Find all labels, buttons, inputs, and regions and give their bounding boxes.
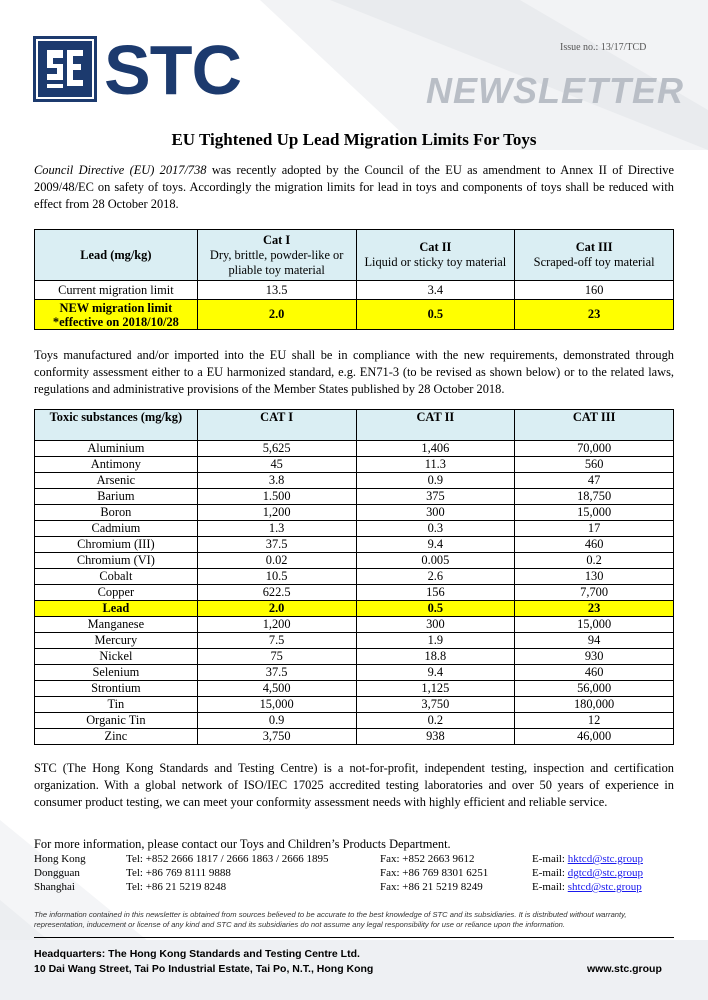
table-row-highlight bbox=[35, 300, 674, 330]
table-cell: 46,000 bbox=[515, 729, 674, 745]
table-cell: 3,750 bbox=[197, 729, 356, 745]
table-cell: 7.5 bbox=[197, 633, 356, 649]
contact-fax: Fax: +86 21 5219 8249 bbox=[380, 881, 483, 893]
headquarters-name: Headquarters: The Hong Kong Standards and Testing Centre Ltd. bbox=[34, 948, 360, 960]
table-cell: 13.5 bbox=[197, 281, 356, 300]
disclaimer: The information contained in this newsletter is obtained from sources believed to be accurate to the best knowledge of STC and its subsidiaries. It is distributed without warranty, representation, inducement or license of any kind and STC and its subsidiaries do not assume any legal responsibility for use or reliance upon the information. bbox=[34, 910, 627, 929]
table-cell: 622.5 bbox=[197, 585, 356, 601]
contact-city: Hong Kong bbox=[34, 853, 86, 865]
table-cell: 2.0 bbox=[197, 300, 356, 330]
table-row bbox=[35, 281, 674, 300]
substance-name: Mercury bbox=[35, 633, 198, 649]
table-row bbox=[35, 457, 674, 473]
substance-name: Strontium bbox=[35, 681, 198, 697]
table-cell: 180,000 bbox=[515, 697, 674, 713]
table-cell: 15,000 bbox=[515, 505, 674, 521]
email-link[interactable]: hktcd@stc.group bbox=[567, 853, 643, 865]
table-cell: 930 bbox=[515, 649, 674, 665]
table-cell: 1,125 bbox=[356, 681, 515, 697]
table-cell: 1,200 bbox=[197, 505, 356, 521]
table-row bbox=[35, 617, 674, 633]
table-cell: 1.500 bbox=[197, 489, 356, 505]
table-row bbox=[35, 521, 674, 537]
contact-intro: For more information, please contact our Toys and Children’s Products Department. bbox=[34, 837, 451, 851]
table-cell: 70,000 bbox=[515, 441, 674, 457]
header-cell: CAT III bbox=[515, 410, 674, 441]
header-cell: CAT I bbox=[197, 410, 356, 441]
table-cell: 0.9 bbox=[197, 713, 356, 729]
substance-name: Boron bbox=[35, 505, 198, 521]
table-cell: 37.5 bbox=[197, 665, 356, 681]
table-row bbox=[35, 553, 674, 569]
substance-name: Arsenic bbox=[35, 473, 198, 489]
email-link[interactable]: shtcd@stc.group bbox=[567, 881, 642, 893]
table-cell: 9.4 bbox=[356, 665, 515, 681]
substance-name: Zinc bbox=[35, 729, 198, 745]
contact-city: Dongguan bbox=[34, 867, 80, 879]
footer-divider bbox=[34, 937, 674, 938]
table-cell: 3.8 bbox=[197, 473, 356, 489]
table-cell: 300 bbox=[356, 505, 515, 521]
stc-logo-icon bbox=[33, 36, 97, 102]
table-cell: 4,500 bbox=[197, 681, 356, 697]
substance-name: Chromium (III) bbox=[35, 537, 198, 553]
table-cell: 18,750 bbox=[515, 489, 674, 505]
substance-name: Tin bbox=[35, 697, 198, 713]
table-cell: 460 bbox=[515, 665, 674, 681]
row-label: Current migration limit bbox=[35, 281, 198, 300]
lead-limits-table bbox=[34, 229, 674, 330]
substance-name: Aluminium bbox=[35, 441, 198, 457]
table-cell: 18.8 bbox=[356, 649, 515, 665]
header-cell-cat3: Cat III Scraped-off toy material bbox=[515, 230, 674, 281]
about-paragraph: STC (The Hong Kong Standards and Testing Centre) is a not-for-profit, independent testing, inspection and certification organization. With a global network of ISO/IEC 17025 accredited testing laboratories and over 50 years of experience in consumer product testing, we can meet your conformity assessment needs with highly efficient and reliable service. bbox=[34, 761, 674, 809]
table-row bbox=[35, 681, 674, 697]
table-cell: 37.5 bbox=[197, 537, 356, 553]
table-cell: 15,000 bbox=[515, 617, 674, 633]
table-row-highlight bbox=[35, 601, 674, 617]
table-cell: 0.5 bbox=[356, 300, 515, 330]
compliance-paragraph: Toys manufactured and/or imported into the EU shall be in compliance with the new requirements, demonstrated through conformity assessment either to a EU harmonized standard, e.g. EN71-3 (to be revised as shown below) or to the related laws, regulations and administrative provisions of the Member States published by 28 October 2018. bbox=[34, 348, 674, 396]
substance-name: Lead bbox=[35, 601, 198, 617]
row-label: NEW migration limit *effective on 2018/10/28 bbox=[35, 300, 198, 330]
contact-tel: Tel: +86 21 5219 8248 bbox=[126, 881, 227, 893]
table-cell: 300 bbox=[356, 617, 515, 633]
substance-name: Manganese bbox=[35, 617, 198, 633]
email-link[interactable]: dgtcd@stc.group bbox=[567, 867, 643, 879]
substance-name: Copper bbox=[35, 585, 198, 601]
substance-name: Chromium (VI) bbox=[35, 553, 198, 569]
table-cell: 1.3 bbox=[197, 521, 356, 537]
table-cell: 1,406 bbox=[356, 441, 515, 457]
substance-name: Cadmium bbox=[35, 521, 198, 537]
contact-fax: Fax: +86 769 8301 6251 bbox=[380, 867, 489, 879]
table-cell: 2.6 bbox=[356, 569, 515, 585]
table-cell: 1,200 bbox=[197, 617, 356, 633]
header-cell: Toxic substances (mg/kg) bbox=[35, 410, 198, 441]
table-cell: 0.5 bbox=[356, 601, 515, 617]
header-cell: CAT II bbox=[356, 410, 515, 441]
contact-email: E-mail: dgtcd@stc.group bbox=[532, 867, 643, 879]
header-cell-cat1: Cat I Dry, brittle, powder-like or pliable toy material bbox=[197, 230, 356, 281]
table-cell: 0.02 bbox=[197, 553, 356, 569]
table-header-row bbox=[35, 230, 674, 281]
table-cell: 160 bbox=[515, 281, 674, 300]
intro-paragraph bbox=[34, 162, 674, 213]
table-cell: 0.2 bbox=[515, 553, 674, 569]
table-cell: 156 bbox=[356, 585, 515, 601]
table-cell: 9.4 bbox=[356, 537, 515, 553]
table-cell: 0.3 bbox=[356, 521, 515, 537]
table-cell: 47 bbox=[515, 473, 674, 489]
table-header-row bbox=[35, 410, 674, 441]
article-title: EU Tightened Up Lead Migration Limits For Toys bbox=[171, 130, 537, 149]
table-cell: 12 bbox=[515, 713, 674, 729]
stc-logo-text: STC bbox=[104, 31, 241, 109]
table-row bbox=[35, 633, 674, 649]
table-cell: 75 bbox=[197, 649, 356, 665]
table-row bbox=[35, 585, 674, 601]
table-cell: 2.0 bbox=[197, 601, 356, 617]
table-cell: 11.3 bbox=[356, 457, 515, 473]
table-row bbox=[35, 537, 674, 553]
contact-email: E-mail: hktcd@stc.group bbox=[532, 853, 643, 865]
substance-name: Barium bbox=[35, 489, 198, 505]
header-cell: Lead (mg/kg) bbox=[35, 230, 198, 281]
table-cell: 130 bbox=[515, 569, 674, 585]
table-cell: 23 bbox=[515, 300, 674, 330]
contact-email: E-mail: shtcd@stc.group bbox=[532, 881, 642, 893]
table-row bbox=[35, 697, 674, 713]
table-cell: 7,700 bbox=[515, 585, 674, 601]
table-row bbox=[35, 441, 674, 457]
contact-fax: Fax: +852 2663 9612 bbox=[380, 853, 475, 865]
substance-name: Nickel bbox=[35, 649, 198, 665]
table-cell: 3,750 bbox=[356, 697, 515, 713]
table-row bbox=[35, 729, 674, 745]
table-cell: 0.2 bbox=[356, 713, 515, 729]
table-cell: 17 bbox=[515, 521, 674, 537]
table-cell: 94 bbox=[515, 633, 674, 649]
website-link[interactable]: www.stc.group bbox=[587, 963, 662, 975]
contact-tel: Tel: +852 2666 1817 / 2666 1863 / 2666 1895 bbox=[126, 853, 329, 865]
headquarters-address: 10 Dai Wang Street, Tai Po Industrial Estate, Tai Po, N.T., Hong Kong bbox=[34, 963, 374, 975]
table-cell: 938 bbox=[356, 729, 515, 745]
table-row bbox=[35, 713, 674, 729]
table-cell: 56,000 bbox=[515, 681, 674, 697]
substance-name: Selenium bbox=[35, 665, 198, 681]
directive-reference: Council Directive (EU) 2017/738 bbox=[34, 163, 207, 177]
table-cell: 3.4 bbox=[356, 281, 515, 300]
table-cell: 15,000 bbox=[197, 697, 356, 713]
table-cell: 1.9 bbox=[356, 633, 515, 649]
newsletter-heading: NEWSLETTER bbox=[426, 70, 684, 111]
header-cell-cat2: Cat II Liquid or sticky toy material bbox=[356, 230, 515, 281]
intro-text: was recently adopted by the Council of the EU as amendment to Annex II of Directive 2009/48/EC on safety of toys. Accordingly the migration limits for lead in toys and components of toys shall be reduced with effect from 28 October 2018. bbox=[34, 163, 674, 211]
substance-name: Organic Tin bbox=[35, 713, 198, 729]
table-row bbox=[35, 665, 674, 681]
issue-number: Issue no.: 13/17/TCD bbox=[560, 42, 647, 53]
table-cell: 10.5 bbox=[197, 569, 356, 585]
table-row bbox=[35, 649, 674, 665]
table-cell: 45 bbox=[197, 457, 356, 473]
table-row bbox=[35, 473, 674, 489]
table-cell: 560 bbox=[515, 457, 674, 473]
substance-name: Antimony bbox=[35, 457, 198, 473]
substance-name: Cobalt bbox=[35, 569, 198, 585]
table-row bbox=[35, 489, 674, 505]
table-row bbox=[35, 569, 674, 585]
table-cell: 5,625 bbox=[197, 441, 356, 457]
table-cell: 23 bbox=[515, 601, 674, 617]
contact-city: Shanghai bbox=[34, 881, 75, 893]
table-row bbox=[35, 505, 674, 521]
contact-tel: Tel: +86 769 8111 9888 bbox=[126, 867, 231, 879]
toxic-substances-table bbox=[34, 409, 674, 745]
table-cell: 460 bbox=[515, 537, 674, 553]
table-cell: 0.005 bbox=[356, 553, 515, 569]
table-cell: 0.9 bbox=[356, 473, 515, 489]
table-cell: 375 bbox=[356, 489, 515, 505]
